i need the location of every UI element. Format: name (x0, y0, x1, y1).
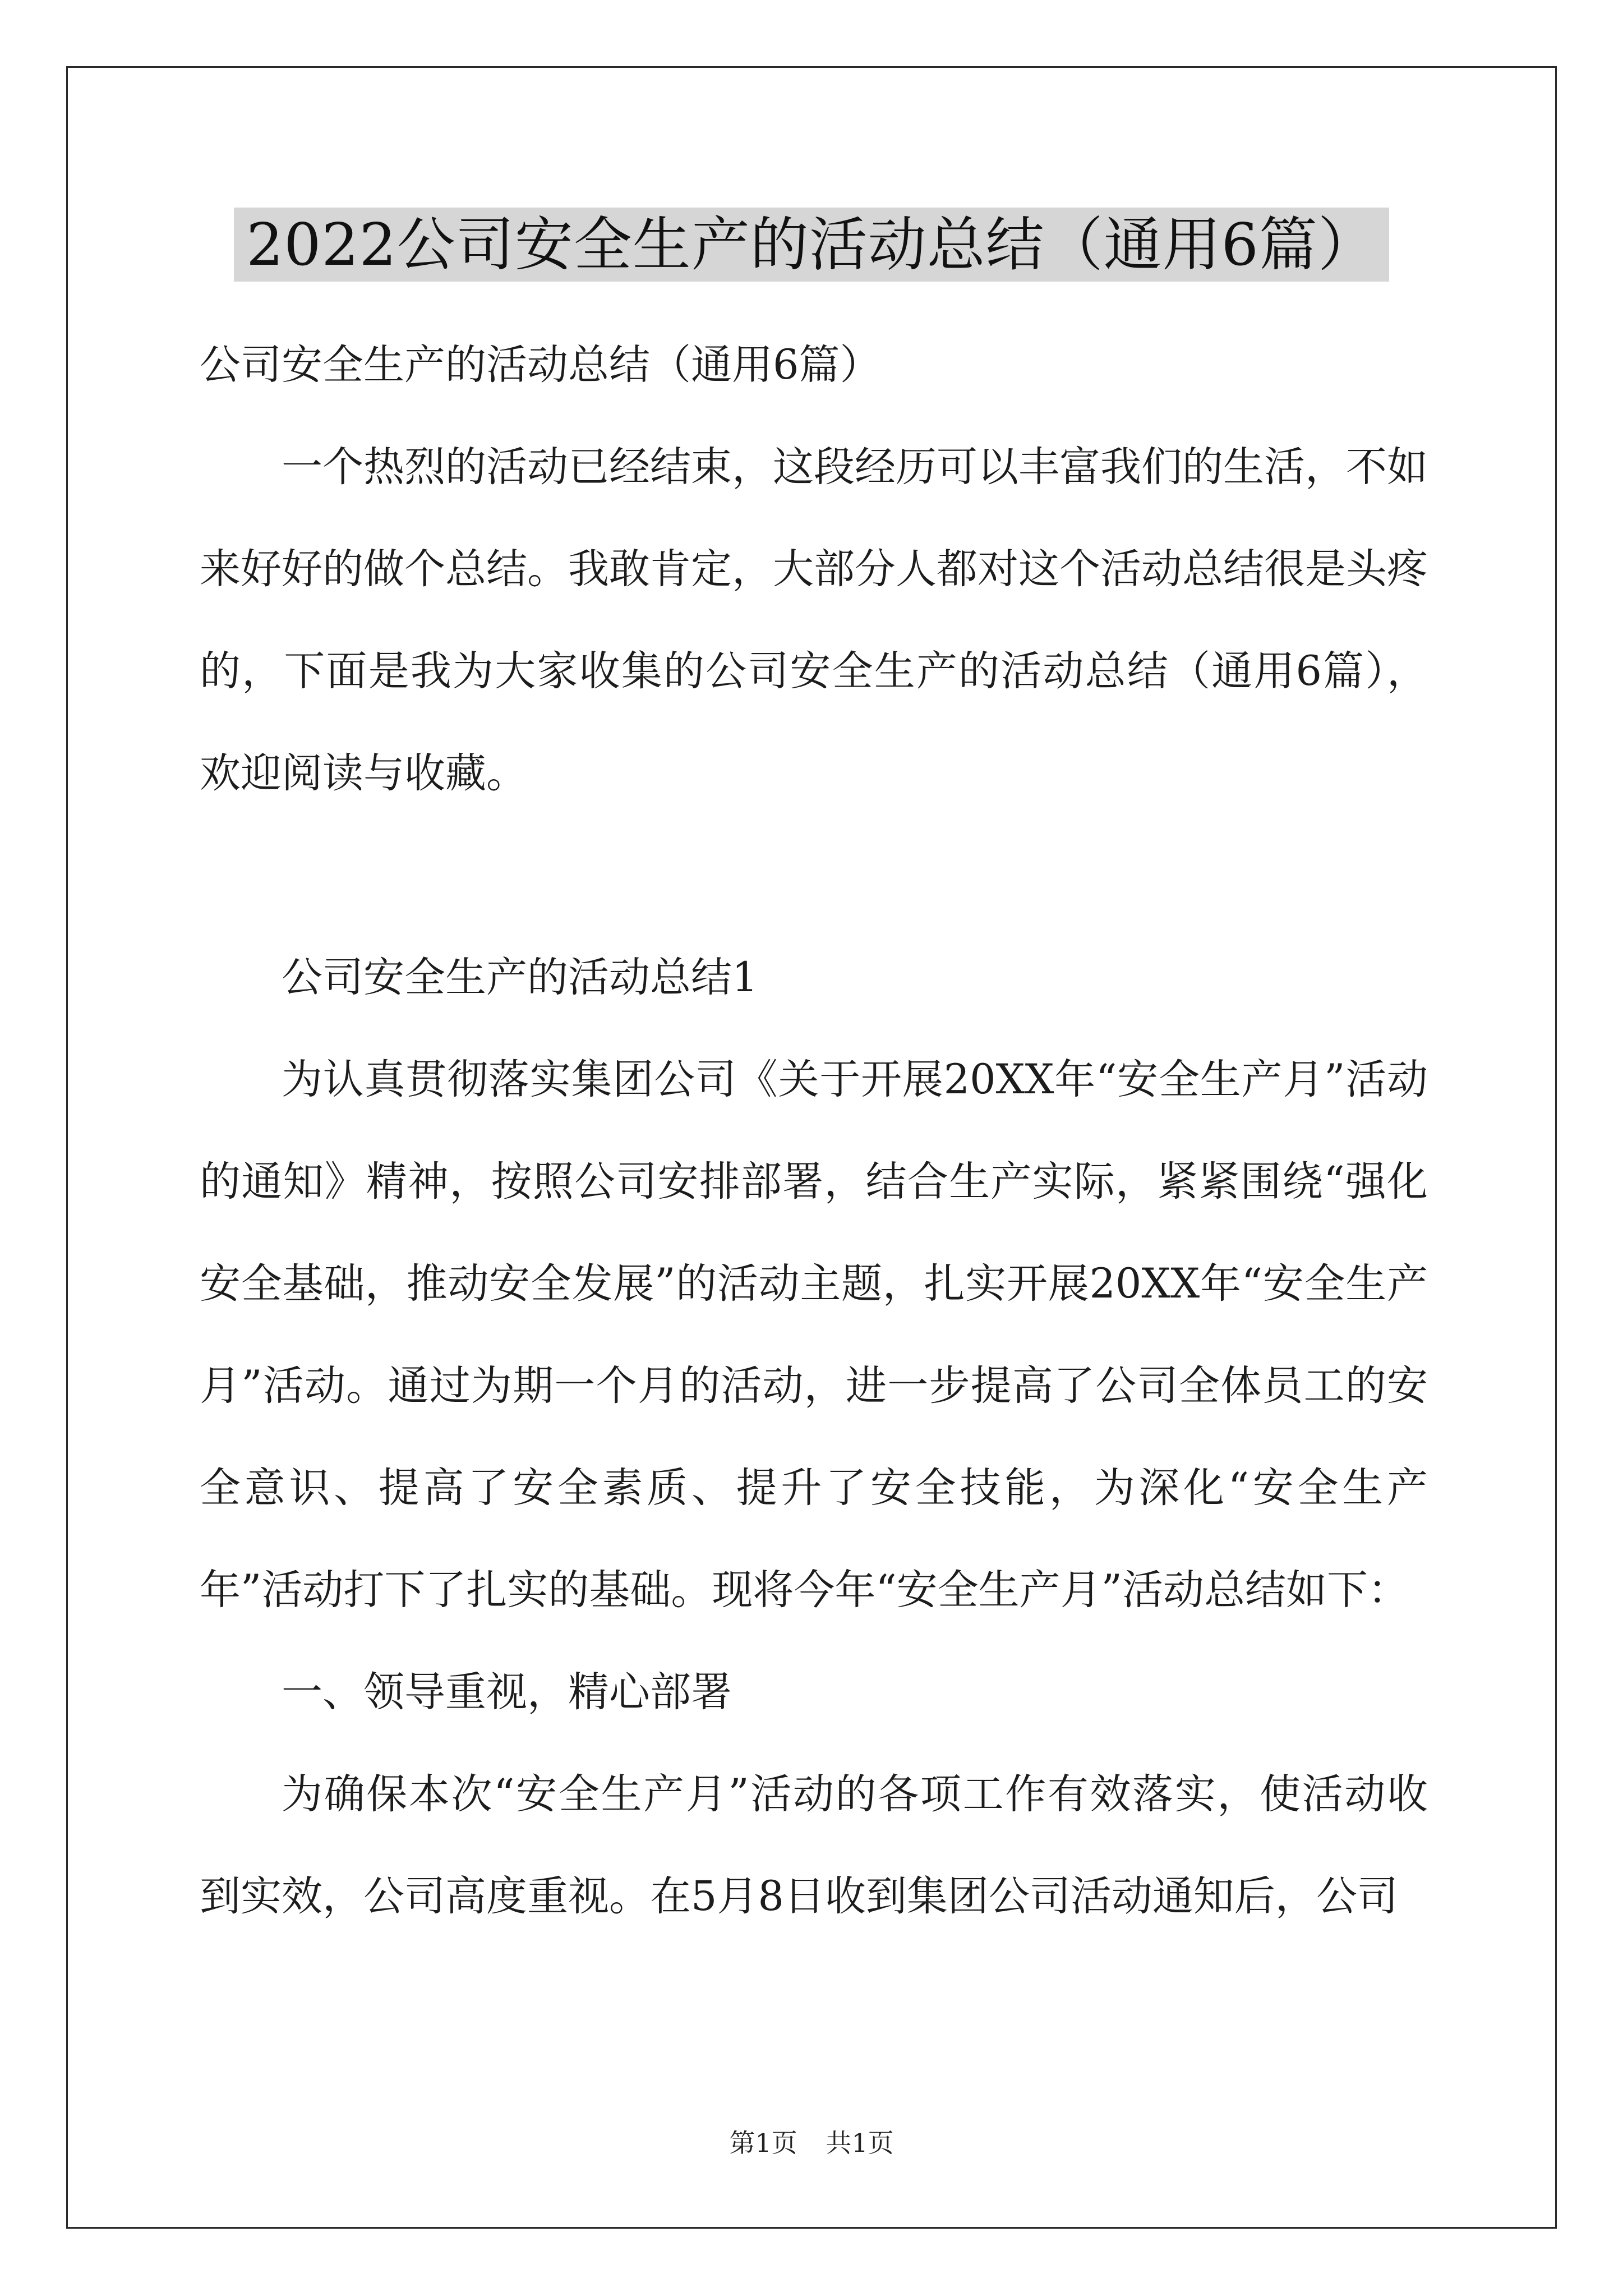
body-paragraph-2: 为确保本次“安全生产月”活动的各项工作有效落实，使活动收到实效，公司高度重视。在5月8日收到集团公司活动通知后，公司 (200, 1770, 1428, 1920)
body-paragraph-1: 为认真贯彻落实集团公司《关于开展20XX年“安全生产月”活动的通知》精神，按照公司安排部署，结合生产实际，紧紧围绕“强化安全基础，推动安全发展”的活动主题，扎实开展20XX年“安全生产月”活动。通过为期一个月的活动，进一步提高了公司全体员工的安全意识、提高了安全素质、提升了安全技能，为深化“安全生产年”活动打下了扎实的基础。现将今年“安全生产月”活动总结如下： (200, 1056, 1428, 1614)
document-title: 2022公司安全生产的活动总结（通用6篇） (234, 208, 1389, 282)
paragraph-spacer (200, 825, 1428, 927)
document-body (200, 314, 1428, 1948)
page-number: 第1页 (729, 2128, 797, 2158)
page-footer (0, 2126, 1623, 2160)
page-total: 共1页 (826, 2128, 894, 2158)
intro-paragraph: 一个热烈的活动已经结束，这段经历可以丰富我们的生活，不如来好好的做个总结。我敢肯定，大部分人都对这个活动总结很是头疼的，下面是我为大家收集的公司安全生产的活动总结（通用6篇），欢迎阅读与收藏。 (200, 443, 1428, 797)
section-heading: 公司安全生产的活动总结1 (282, 954, 758, 1001)
subsection-heading: 一、领导重视，精心部署 (282, 1668, 732, 1716)
title-container (0, 208, 1623, 282)
subtitle-paragraph: 公司安全生产的活动总结（通用6篇） (200, 341, 881, 389)
